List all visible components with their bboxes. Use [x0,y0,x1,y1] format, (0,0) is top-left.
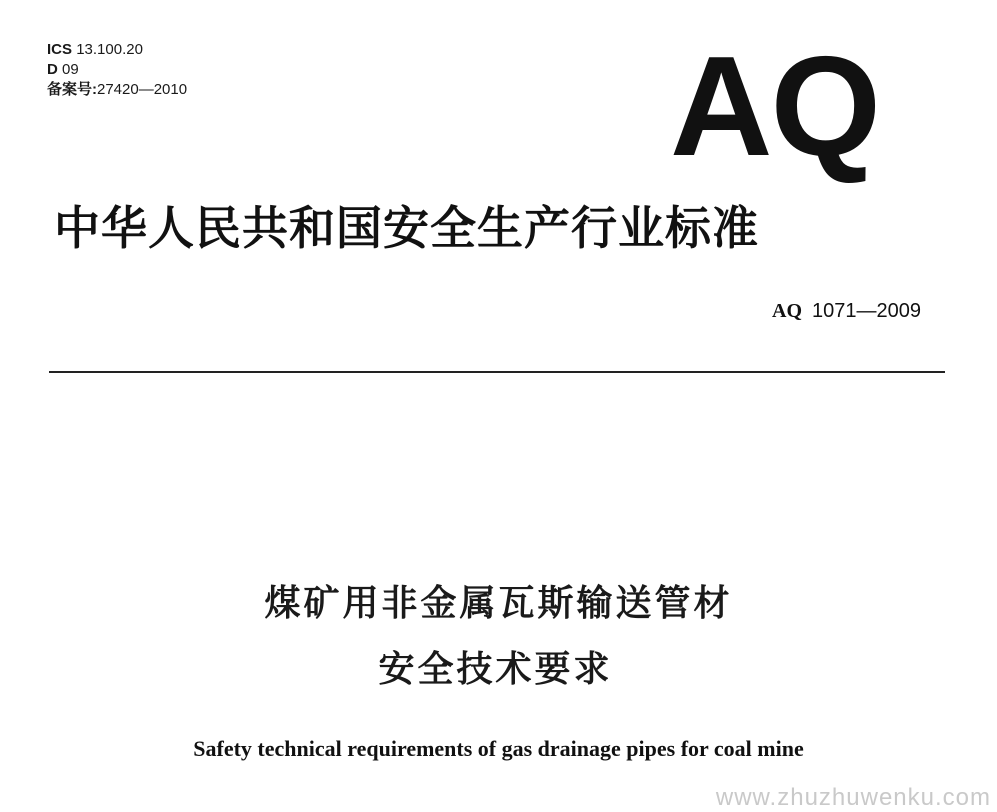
standard-number-value: 1071—2009 [812,300,921,322]
classification-value: 09 [62,61,79,78]
record-number-label: 备案号: [47,81,97,98]
ics-code-line [47,40,187,60]
standard-category-title: 中华人民共和国安全生产行业标准 [54,201,759,255]
site-watermark: www.zhuzhuwenku.com [715,784,991,811]
record-number-value: 27420—2010 [97,81,188,98]
document-title-cn-line1: 煤矿用非金属瓦斯输送管材 [264,583,733,624]
classification-label: D [47,61,58,78]
ics-label: ICS [47,41,73,58]
document-title-en: Safety technical requirements of gas drainage pipes for coal mine [193,736,804,761]
header-divider [49,371,945,373]
ics-value: 13.100.20 [76,41,143,58]
aq-logo: AQ [670,27,879,186]
document-title-cn-line2: 安全技术要求 [378,649,613,690]
standard-number [772,298,921,324]
classification-block [47,40,187,100]
record-number-line [47,80,187,100]
classification-code-line [47,60,187,80]
standard-number-prefix: AQ [772,300,803,322]
